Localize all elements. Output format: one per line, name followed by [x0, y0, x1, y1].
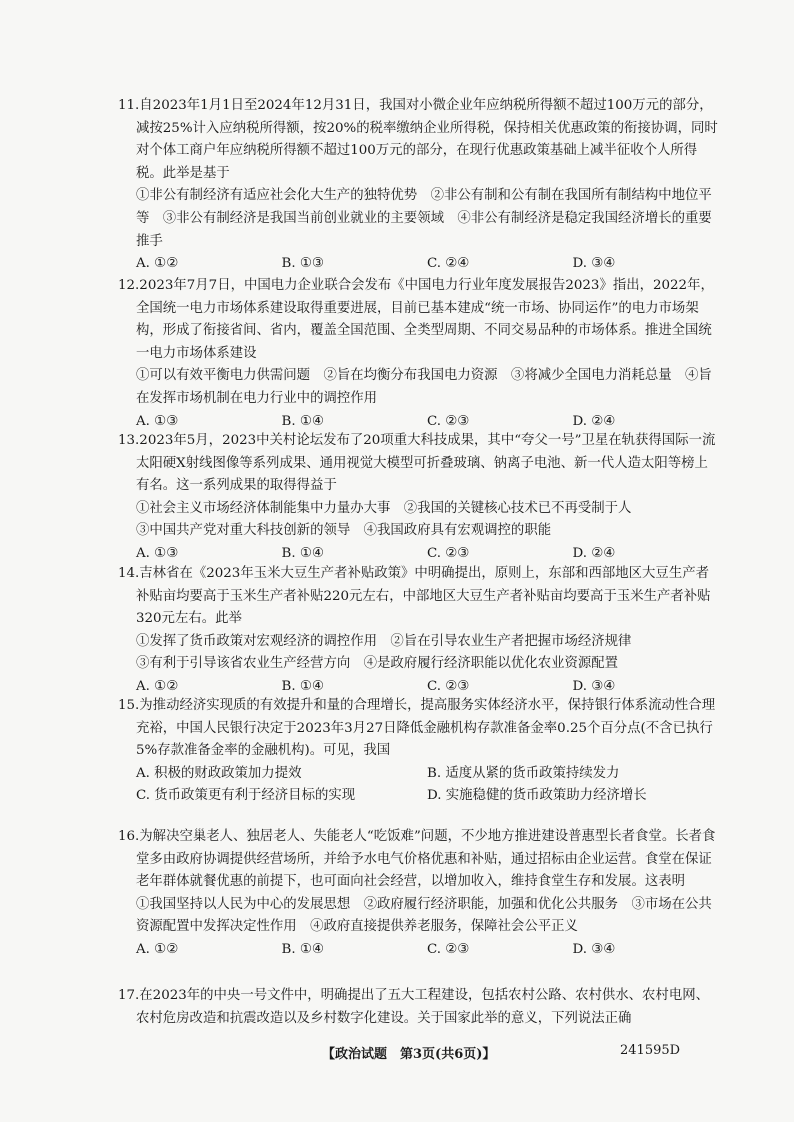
option-c: C. ②③	[427, 678, 470, 694]
option-row	[118, 763, 718, 786]
option-d: D. ③④	[572, 941, 616, 957]
question-stem: 11.自2023年1月1日至2024年12月31日，我国对小微企业年应纳税所得额不超过100万元的部分，减按25%计入应纳税所得额，按20%的税率缴纳企业所得税，保持相关优惠政策的衔接协调，同时对个体工商户年应纳税所得额不超过100万元的部分，在现行优惠政策基础上减半征收个人所得税。此举是基于	[118, 98, 718, 181]
option-b: B. 适度从紧的货币政策持续发力	[427, 765, 620, 781]
option-a: A. ①②	[136, 256, 179, 272]
option-d: D. ③④	[572, 256, 616, 272]
option-c: C. ②④	[427, 256, 470, 272]
question-17	[118, 985, 718, 1030]
question-stem: 14.吉林省在《2023年玉米大豆生产者补贴政策》中明确提出，原则上，东部和西部地区大豆生产者补贴亩均要高于玉米生产者补贴220元左右，中部地区大豆生产者补贴亩均要高于玉米生产者补贴320元左右。此举	[118, 566, 711, 627]
option-d: D. ②④	[572, 545, 616, 561]
option-a: A. 积极的财政政策加力提效	[136, 765, 302, 781]
option-b: B. ①③	[281, 256, 324, 272]
option-d: D. ②④	[572, 413, 616, 429]
question-16	[118, 826, 718, 962]
option-a: A. ①③	[136, 545, 179, 561]
question-statements: ①社会主义市场经济体制能集中力量办大事 ②我国的关键核心技术已不再受制于人 ③中国共产党对重大科技创新的领导 ④我国政府具有宏观调控的职能	[136, 500, 632, 539]
question-14	[118, 563, 718, 699]
option-row	[118, 939, 718, 962]
question-15	[118, 695, 718, 808]
question-11	[118, 95, 718, 276]
option-b: B. ①④	[281, 678, 324, 694]
option-a: A. ①②	[136, 678, 179, 694]
question-12	[118, 275, 718, 433]
option-c: C. ②③	[427, 545, 470, 561]
option-c: C. ②③	[427, 413, 470, 429]
option-a: A. ①③	[136, 413, 179, 429]
question-statements: ①可以有效平衡电力供需问题 ②旨在均衡分布我国电力资源 ③将减少全国电力消耗总量 ④旨在发挥市场机制在电力行业中的调控作用	[136, 368, 712, 406]
option-b: B. ①④	[281, 413, 324, 429]
option-a: A. ①②	[136, 941, 179, 957]
question-stem: 12.2023年7月7日，中国电力企业联合会发布《中国电力行业年度发展报告2023》指出，2022年，全国统一电力市场体系建设取得重要进展，目前已基本建成“统一市场、协同运作”的电力市场架构，形成了衔接省间、省内，覆盖全国范围、全类型周期、不同交易品种的市场体系。推进全国统一电力市场体系建设	[118, 278, 714, 361]
footer-code: 241595D	[620, 1043, 681, 1058]
option-c: C. ②③	[427, 941, 470, 957]
question-stem: 16.为解决空巢老人、独居老人、失能老人“吃饭难”问题，不少地方推进建设普惠型长者食堂。长者食堂多由政府协调提供经营场所，并给予水电气价格优惠和补贴，通过招标由企业运营。食堂在保证老年群体就餐优惠的前提下，也可面向社会经营，以增加收入，维持食堂生存和发展。这表明	[118, 829, 716, 890]
question-stem: 17.在2023年的中央一号文件中，明确提出了五大工程建设，包括农村公路、农村供水、农村电网、农村危房改造和抗震改造以及乡村数字化建设。关于国家此举的意义，下列说法正确	[118, 988, 709, 1026]
option-c: C. 货币政策更有利于经济目标的实现	[136, 788, 356, 804]
option-d: D. ③④	[572, 678, 616, 694]
question-statements: ①我国坚持以人民为中心的发展思想 ②政府履行经济职能，加强和优化公共服务 ③市场在公共资源配置中发挥决定性作用 ④政府直接提供养老服务，保障社会公平正义	[136, 896, 712, 935]
question-13	[118, 430, 718, 566]
question-statements: ①发挥了货币政策对宏观经济的调控作用 ②旨在引导农业生产者把握市场经济规律 ③有利于引导该省农业生产经营方向 ④是政府履行经济职能以优化农业资源配置	[136, 633, 632, 672]
option-row	[118, 253, 718, 276]
option-b: B. ①④	[281, 941, 324, 957]
footer-title: 【政治试题 第3页(共6页)】	[322, 1047, 496, 1062]
option-b: B. ①④	[281, 545, 324, 561]
question-stem: 15.为推动经济实现质的有效提升和量的合理增长，提高服务实体经济水平，保持银行体系流动性合理充裕，中国人民银行决定于2023年3月27日降低金融机构存款准备金率0.25个百分点(不含已执行5%存款准备金率的金融机构)。可见，我国	[118, 698, 716, 759]
question-statements: ①非公有制经济有适应社会化大生产的独特优势 ②非公有制和公有制在我国所有制结构中地位平等 ③非公有制经济是我国当前创业就业的主要领域 ④非公有制经济是稳定我国经济增长的重要推手	[136, 188, 712, 249]
question-stem: 13.2023年5月，2023中关村论坛发布了20项重大科技成果，其中“夸父一号”卫星在轨获得国际一流太阳硬X射线图像等系列成果、通用视觉大模型可折叠玻璃、钠离子电池、新一代人造太阳等榜上有名。这一系列成果的取得得益于	[118, 433, 716, 494]
option-row	[118, 785, 718, 808]
option-d: D. 实施稳健的货币政策助力经济增长	[427, 788, 647, 804]
